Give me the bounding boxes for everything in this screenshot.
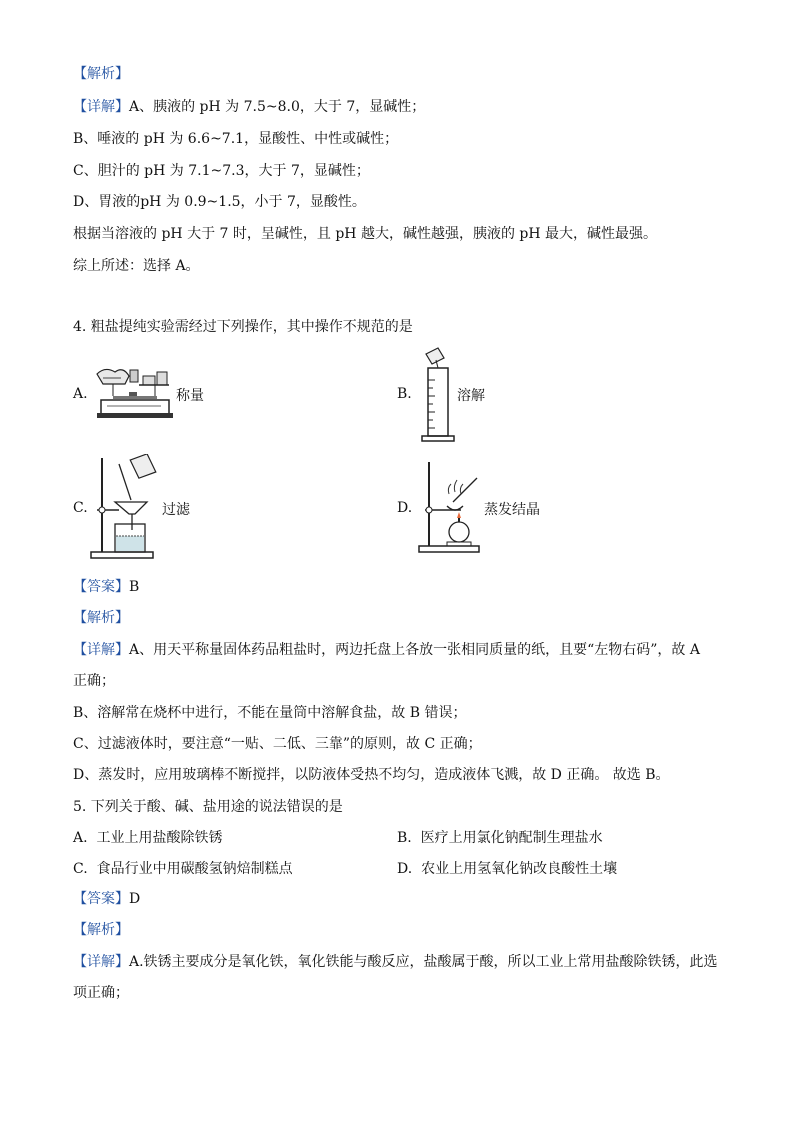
option-d-label: 蒸发结晶 [484, 502, 540, 518]
answer-label: 【答案】 [73, 891, 129, 907]
detail-text: A、胰液的 pH 为 7.5~8.0，大于 7，显碱性； [129, 99, 426, 115]
detail-text: A.铁锈主要成分是氧化铁，氧化铁能与酸反应，盐酸属于酸，所以工业上常用盐酸除铁锈，此选 [129, 954, 718, 970]
answer-value: B [129, 579, 140, 595]
detail-label: 【详解】 [73, 642, 129, 658]
analysis-label: 【解析】 [73, 922, 129, 938]
conclusion-text: 根据当溶液的 pH 大于 7 时，呈碱性，且 pH 越大，碱性越强，胰液的 pH 最大，碱性最强。 [73, 226, 658, 242]
question-5-answer [73, 889, 140, 909]
analysis-label: 【解析】 [73, 610, 129, 626]
summary-text: 综上所述：选择 A。 [73, 258, 200, 274]
detail-line-d: D、蒸发时，应用玻璃棒不断搅拌，以防液体受热不均匀，造成液体飞溅，故 D 正确。 故选 B。 [73, 767, 670, 783]
answer-label: 【答案】 [73, 579, 129, 595]
graduated-cylinder-figure [418, 346, 462, 444]
option-b-label: 溶解 [457, 388, 485, 404]
option-d [397, 859, 617, 879]
option-text: 医疗上用氯化钠配制生理盐水 [420, 830, 603, 846]
detail-paragraph [73, 97, 425, 117]
option-text: 农业上用氢氧化钠改良酸性土壤 [421, 861, 618, 877]
option-c [73, 859, 293, 879]
question-4-stem: 4. 粗盐提纯实验需经过下列操作，其中操作不规范的是 [73, 319, 413, 335]
detail-line-b: B、唾液的 pH 为 6.6~7.1，显酸性、中性或碱性； [73, 131, 399, 147]
option-letter: D. [397, 861, 413, 877]
balance-weighing-figure [93, 360, 175, 422]
option-c-label: 过滤 [162, 502, 190, 518]
detail-text: A、用天平称量固体药品粗盐时，两边托盘上各放一张相同质量的纸，且要“左物右码”，故 A [129, 642, 700, 658]
detail-label: 【详解】 [73, 99, 129, 115]
option-c-letter: C. [73, 500, 88, 516]
option-d-letter: D. [397, 500, 413, 516]
option-a [73, 828, 222, 848]
detail-paragraph [73, 640, 700, 660]
option-b [397, 828, 603, 848]
evaporation-apparatus-figure [417, 458, 483, 554]
detail-paragraph [73, 952, 718, 972]
detail-continuation: 项正确； [73, 985, 129, 1001]
option-text: 食品行业中用碳酸氢钠焙制糕点 [96, 861, 293, 877]
option-a-label: 称量 [176, 388, 204, 404]
question-5-stem: 5. 下列关于酸、碱、盐用途的说法错误的是 [73, 799, 343, 815]
option-letter: C. [73, 861, 88, 877]
detail-label: 【详解】 [73, 954, 129, 970]
detail-continuation: 正确； [73, 673, 115, 689]
answer-value: D [129, 891, 141, 907]
question-4-answer [73, 577, 139, 597]
detail-line-c: C、胆汁的 pH 为 7.1~7.3，大于 7，显碱性； [73, 163, 370, 179]
option-letter: B. [397, 830, 412, 846]
detail-line-c: C、过滤液体时，要注意“一贴、二低、三靠”的原则，故 C 正确； [73, 736, 482, 752]
detail-line-b: B、溶解常在烧杯中进行，不能在量筒中溶解食盐，故 B 错误； [73, 705, 467, 721]
filtration-apparatus-figure [89, 454, 159, 560]
option-letter: A. [73, 830, 88, 846]
option-a-letter: A. [73, 386, 88, 402]
option-text: 工业上用盐酸除铁锈 [96, 830, 223, 846]
analysis-label: 【解析】 [73, 66, 129, 82]
option-b-letter: B. [397, 386, 412, 402]
detail-line-d: D、胃液的pH 为 0.9~1.5，小于 7，显酸性。 [73, 194, 366, 210]
